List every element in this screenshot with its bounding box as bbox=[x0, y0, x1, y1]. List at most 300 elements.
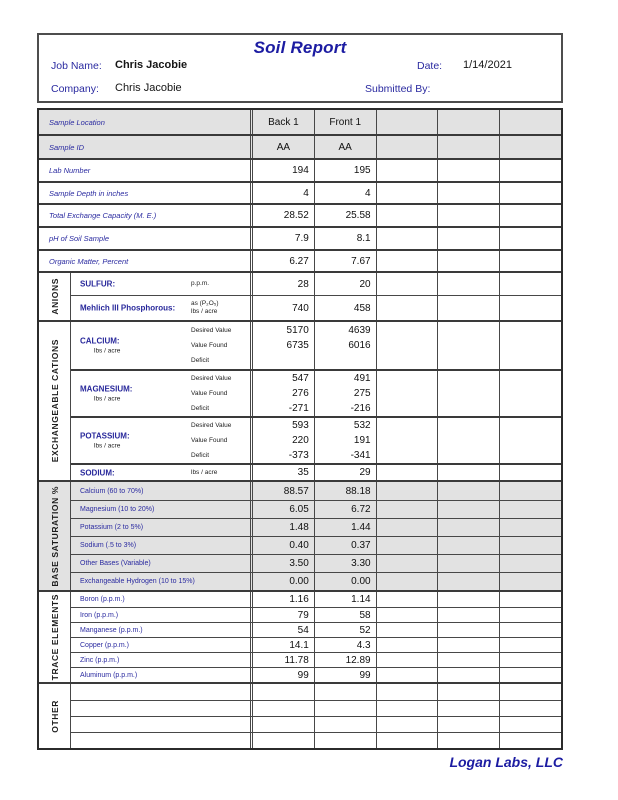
data-cell bbox=[376, 717, 438, 732]
table-row bbox=[71, 536, 561, 554]
label-cell bbox=[71, 296, 250, 320]
base-section bbox=[39, 480, 561, 590]
data-cell bbox=[437, 668, 499, 682]
anions-section bbox=[39, 271, 561, 320]
data-cell: 220 bbox=[292, 435, 309, 446]
data-cell bbox=[314, 684, 376, 700]
row-label: Potassium (2 to 5%) bbox=[80, 524, 144, 531]
data-cell bbox=[376, 482, 438, 500]
data-cell: 29 bbox=[314, 465, 376, 480]
data-cell bbox=[377, 323, 433, 338]
data-cell: 6.27 bbox=[250, 251, 314, 271]
data-cell bbox=[376, 653, 438, 667]
data-cell bbox=[499, 608, 561, 622]
data-cell: 740 bbox=[250, 296, 314, 320]
data-cell bbox=[437, 519, 499, 536]
data-cell: 0.37 bbox=[314, 537, 376, 554]
data-cell: 4 bbox=[314, 183, 376, 203]
data-cell bbox=[377, 371, 433, 386]
data-cell: 458 bbox=[314, 296, 376, 320]
data-cell bbox=[376, 623, 438, 637]
data-cell bbox=[437, 251, 499, 271]
data-cell bbox=[499, 623, 561, 637]
data-cell bbox=[377, 433, 433, 448]
anions-strip bbox=[39, 273, 71, 320]
data-cell: 88.57 bbox=[250, 482, 314, 500]
data-cell bbox=[437, 733, 499, 748]
data-cell bbox=[437, 592, 499, 607]
data-cell: 0.00 bbox=[250, 573, 314, 590]
table-row bbox=[71, 732, 561, 748]
data-cell-stack bbox=[376, 322, 438, 369]
data-cell bbox=[499, 296, 561, 320]
cations-section bbox=[39, 320, 561, 480]
data-cell-stack bbox=[499, 322, 561, 369]
table-row bbox=[39, 203, 561, 226]
data-cell bbox=[500, 338, 556, 353]
data-cell bbox=[437, 183, 499, 203]
data-cell bbox=[376, 668, 438, 682]
section-label: ANIONS bbox=[49, 278, 60, 315]
data-cell bbox=[437, 296, 499, 320]
data-cell: 4639 bbox=[348, 325, 371, 336]
row-label: Other Bases (Variable) bbox=[80, 560, 151, 567]
data-cell: 88.18 bbox=[314, 482, 376, 500]
data-cell: 491 bbox=[353, 373, 371, 384]
table-row bbox=[71, 482, 561, 500]
row-label: Aluminum (p.p.m.) bbox=[80, 671, 138, 679]
row-label: Zinc (p.p.m.) bbox=[80, 656, 120, 664]
other-section bbox=[39, 682, 561, 748]
data-cell bbox=[499, 717, 561, 732]
data-cell-stack bbox=[250, 418, 314, 463]
base-strip bbox=[39, 482, 71, 590]
data-cell: 195 bbox=[314, 160, 376, 181]
data-cell bbox=[499, 228, 561, 249]
section-content bbox=[71, 322, 561, 480]
row-label bbox=[71, 701, 250, 716]
data-cell: 3.30 bbox=[314, 555, 376, 572]
data-cell bbox=[315, 353, 371, 368]
data-cell: 276 bbox=[292, 388, 309, 399]
table-row bbox=[71, 716, 561, 732]
data-cell bbox=[437, 573, 499, 590]
data-cell bbox=[376, 608, 438, 622]
data-cell bbox=[499, 205, 561, 226]
line-label: Deficit bbox=[191, 452, 210, 459]
unit-label: lbs / acre bbox=[94, 442, 121, 449]
data-cell: Front 1 bbox=[314, 110, 376, 134]
data-cell bbox=[376, 228, 438, 249]
data-cell bbox=[499, 733, 561, 748]
table-row bbox=[71, 500, 561, 518]
data-cell bbox=[376, 519, 438, 536]
line-labels bbox=[191, 371, 231, 416]
data-cell bbox=[376, 183, 438, 203]
data-cell bbox=[437, 638, 499, 652]
data-cell bbox=[437, 482, 499, 500]
row-label: Calcium (60 to 70%) bbox=[80, 487, 144, 495]
line-label: Desired Value bbox=[191, 327, 232, 334]
data-cell-stack bbox=[250, 322, 314, 369]
data-cell-stack bbox=[437, 371, 499, 416]
data-cell-stack bbox=[499, 371, 561, 416]
data-cell bbox=[253, 353, 309, 368]
data-cell: 6.72 bbox=[314, 501, 376, 518]
data-cell bbox=[314, 701, 376, 716]
report-header-box bbox=[37, 33, 563, 103]
table-row bbox=[71, 416, 561, 463]
data-cell bbox=[437, 273, 499, 295]
data-cell bbox=[377, 418, 433, 433]
label-cell bbox=[71, 273, 250, 295]
data-cell bbox=[499, 537, 561, 554]
data-cell: 8.1 bbox=[314, 228, 376, 249]
row-label: Manganese (p.p.m.) bbox=[80, 626, 143, 634]
table-row bbox=[71, 607, 561, 622]
row-label: Magnesium (10 to 20%) bbox=[80, 506, 155, 513]
row-label: Sodium (.5 to 3%) bbox=[80, 542, 137, 549]
data-cell bbox=[376, 537, 438, 554]
data-cell bbox=[500, 401, 556, 416]
data-cell: 547 bbox=[292, 373, 309, 384]
unit-label: lbs / acre bbox=[94, 347, 121, 354]
table-row bbox=[71, 684, 561, 700]
data-cell bbox=[500, 433, 556, 448]
element-name-block bbox=[80, 304, 175, 313]
line-label: Deficit bbox=[191, 405, 210, 412]
unit-label: lbs / acre bbox=[191, 468, 218, 476]
data-cell: 28.52 bbox=[250, 205, 314, 226]
unit-block bbox=[191, 469, 217, 477]
table-row bbox=[71, 622, 561, 637]
data-cell: 28 bbox=[250, 273, 314, 295]
row-label: Sample ID bbox=[49, 142, 85, 152]
data-cell bbox=[438, 418, 494, 433]
section-label: TRACE ELEMENTS bbox=[49, 593, 60, 681]
data-cell bbox=[438, 386, 494, 401]
row-label bbox=[71, 717, 250, 732]
label-cell bbox=[71, 371, 250, 416]
data-cell bbox=[437, 684, 499, 700]
table-row bbox=[71, 273, 561, 295]
data-cell bbox=[499, 555, 561, 572]
data-cell bbox=[377, 353, 433, 368]
data-cell: AA bbox=[250, 136, 314, 158]
data-cell bbox=[376, 733, 438, 748]
report-title: Soil Report bbox=[253, 38, 347, 57]
job-name-label: Job Name: bbox=[51, 60, 102, 72]
data-cell bbox=[499, 519, 561, 536]
row-label bbox=[71, 684, 250, 700]
data-cell: 20 bbox=[314, 273, 376, 295]
data-cell bbox=[499, 136, 561, 158]
data-cell bbox=[376, 573, 438, 590]
data-cell: -341 bbox=[350, 450, 371, 461]
company-value: Chris Jacobie bbox=[115, 82, 182, 94]
data-cell bbox=[437, 608, 499, 622]
row-label: Boron (p.p.m.) bbox=[80, 596, 125, 603]
data-cell: 79 bbox=[250, 608, 314, 622]
section-label: BASE SATURATION % bbox=[49, 485, 60, 587]
data-cell-stack bbox=[314, 322, 376, 369]
element-name: Mehlich III Phosphorous: bbox=[80, 303, 176, 313]
data-cell bbox=[500, 353, 556, 368]
data-cell: 3.50 bbox=[250, 555, 314, 572]
line-label: Desired Value bbox=[191, 375, 232, 382]
row-label: Total Exchange Capacity (M. E.) bbox=[49, 211, 157, 220]
table-row bbox=[71, 322, 561, 369]
line-label: Deficit bbox=[191, 357, 210, 364]
data-cell bbox=[499, 501, 561, 518]
data-cell bbox=[499, 573, 561, 590]
data-cell bbox=[376, 110, 438, 134]
trace-section bbox=[39, 590, 561, 682]
data-cell bbox=[250, 733, 314, 748]
data-cell: 5170 bbox=[286, 325, 309, 336]
data-cell bbox=[499, 251, 561, 271]
table-row bbox=[71, 554, 561, 572]
data-cell bbox=[376, 296, 438, 320]
data-cell-stack bbox=[314, 371, 376, 416]
data-cell: 54 bbox=[250, 623, 314, 637]
data-cell: 52 bbox=[314, 623, 376, 637]
table-row bbox=[39, 110, 561, 134]
data-cell bbox=[314, 717, 376, 732]
data-cell bbox=[500, 386, 556, 401]
section-label: OTHER bbox=[49, 699, 60, 733]
unit-label: lbs / acre bbox=[191, 308, 218, 315]
table-row bbox=[71, 592, 561, 607]
data-cell-stack bbox=[376, 371, 438, 416]
line-label: Value Found bbox=[191, 342, 228, 349]
data-cell bbox=[437, 501, 499, 518]
unit-label: as (P₂O₅) bbox=[191, 300, 219, 307]
data-cell bbox=[438, 433, 494, 448]
data-cell bbox=[376, 465, 438, 480]
data-cell bbox=[437, 160, 499, 181]
data-cell bbox=[376, 638, 438, 652]
data-cell bbox=[377, 386, 433, 401]
table-row bbox=[71, 572, 561, 590]
data-cell bbox=[500, 448, 556, 463]
data-cell: 7.9 bbox=[250, 228, 314, 249]
data-cell-stack bbox=[250, 371, 314, 416]
data-cell bbox=[499, 701, 561, 716]
data-cell bbox=[499, 482, 561, 500]
data-cell bbox=[438, 371, 494, 386]
data-cell bbox=[437, 555, 499, 572]
data-cell: 532 bbox=[353, 420, 371, 431]
row-label: Organic Matter, Percent bbox=[49, 256, 129, 266]
company-label: Company: bbox=[51, 83, 99, 95]
data-cell bbox=[499, 668, 561, 682]
data-cell-stack bbox=[437, 322, 499, 369]
data-cell bbox=[250, 701, 314, 716]
data-cell bbox=[376, 160, 438, 181]
data-cell bbox=[499, 273, 561, 295]
data-cell bbox=[438, 448, 494, 463]
row-label: Lab Number bbox=[49, 166, 91, 175]
data-cell bbox=[377, 401, 433, 416]
data-cell bbox=[499, 592, 561, 607]
data-cell bbox=[437, 623, 499, 637]
data-cell bbox=[437, 717, 499, 732]
data-cell bbox=[437, 537, 499, 554]
table-row bbox=[39, 158, 561, 181]
element-name-block bbox=[80, 468, 115, 477]
unit-block bbox=[191, 300, 219, 316]
data-cell bbox=[377, 448, 433, 463]
data-cell: 12.89 bbox=[314, 653, 376, 667]
date-label: Date: bbox=[417, 60, 443, 72]
data-cell: 6016 bbox=[348, 340, 371, 351]
data-cell bbox=[438, 323, 494, 338]
data-cell bbox=[376, 136, 438, 158]
element-name-block bbox=[80, 384, 132, 403]
row-label: Copper (p.p.m.) bbox=[80, 641, 130, 649]
unit-label: p.p.m. bbox=[191, 280, 210, 287]
date-value: 1/14/2021 bbox=[463, 59, 512, 71]
row-label: Iron (p.p.m.) bbox=[80, 611, 119, 619]
data-cell bbox=[438, 338, 494, 353]
data-cell: 99 bbox=[314, 668, 376, 682]
data-cell bbox=[438, 353, 494, 368]
table-row bbox=[39, 134, 561, 158]
data-cell bbox=[376, 555, 438, 572]
table-row bbox=[71, 295, 561, 320]
data-cell bbox=[376, 205, 438, 226]
data-cell bbox=[250, 684, 314, 700]
data-cell bbox=[499, 465, 561, 480]
row-label: Exchangeable Hydrogen (10 to 15%) bbox=[80, 578, 195, 585]
data-cell: -271 bbox=[288, 403, 309, 414]
line-labels bbox=[191, 322, 231, 369]
section-content bbox=[71, 482, 561, 590]
data-cell bbox=[437, 701, 499, 716]
data-cell bbox=[438, 401, 494, 416]
element-name: CALCIUM: bbox=[80, 336, 120, 345]
data-cell: 194 bbox=[250, 160, 314, 181]
element-name-block bbox=[80, 280, 115, 289]
line-labels bbox=[191, 418, 231, 463]
data-cell bbox=[376, 501, 438, 518]
table-row bbox=[71, 518, 561, 536]
data-cell bbox=[376, 701, 438, 716]
line-label: Desired Value bbox=[191, 422, 232, 429]
table-row bbox=[71, 637, 561, 652]
table-row bbox=[71, 667, 561, 682]
data-cell: 7.67 bbox=[314, 251, 376, 271]
section-content bbox=[71, 592, 561, 682]
data-cell bbox=[437, 205, 499, 226]
data-cell bbox=[499, 653, 561, 667]
data-cell: -373 bbox=[288, 450, 309, 461]
data-cell: 1.14 bbox=[314, 592, 376, 607]
data-cell: 25.58 bbox=[314, 205, 376, 226]
job-name-value: Chris Jacobie bbox=[115, 59, 188, 71]
line-label: Value Found bbox=[191, 390, 228, 397]
table-row bbox=[71, 700, 561, 716]
section-label: EXCHANGEABLE CATIONS bbox=[49, 339, 60, 463]
report-table bbox=[37, 108, 563, 750]
data-cell bbox=[437, 228, 499, 249]
data-cell bbox=[376, 684, 438, 700]
table-row bbox=[39, 249, 561, 271]
section-content bbox=[71, 684, 561, 748]
data-cell: 14.1 bbox=[250, 638, 314, 652]
data-cell-stack bbox=[314, 418, 376, 463]
data-cell bbox=[437, 465, 499, 480]
data-cell: 1.44 bbox=[314, 519, 376, 536]
label-cell bbox=[71, 418, 250, 463]
unit-label: lbs / acre bbox=[94, 395, 121, 402]
element-name: POTASSIUM: bbox=[80, 431, 130, 440]
data-cell bbox=[500, 371, 556, 386]
data-cell-stack bbox=[437, 418, 499, 463]
submitted-by-label: Submitted By: bbox=[365, 83, 431, 95]
unit-block bbox=[191, 280, 209, 288]
data-cell bbox=[376, 251, 438, 271]
data-cell bbox=[437, 653, 499, 667]
data-cell bbox=[314, 733, 376, 748]
element-name: SODIUM: bbox=[80, 468, 115, 477]
data-cell bbox=[377, 338, 433, 353]
data-cell: -216 bbox=[350, 403, 371, 414]
data-cell: 4.3 bbox=[314, 638, 376, 652]
data-cell: 275 bbox=[353, 388, 371, 399]
data-cell: 191 bbox=[353, 435, 371, 446]
data-cell-stack bbox=[499, 418, 561, 463]
table-row bbox=[71, 463, 561, 480]
data-cell: 6.05 bbox=[250, 501, 314, 518]
table-row bbox=[39, 226, 561, 249]
data-cell bbox=[499, 160, 561, 181]
element-name: MAGNESIUM: bbox=[80, 384, 133, 393]
data-cell bbox=[500, 323, 556, 338]
data-cell bbox=[499, 638, 561, 652]
data-cell bbox=[250, 717, 314, 732]
row-label bbox=[71, 733, 250, 748]
table-row bbox=[71, 369, 561, 416]
data-cell bbox=[437, 110, 499, 134]
data-cell: Back 1 bbox=[250, 110, 314, 134]
label-cell bbox=[71, 322, 250, 369]
data-cell: 1.16 bbox=[250, 592, 314, 607]
data-cell: 0.00 bbox=[314, 573, 376, 590]
row-label: Sample Location bbox=[49, 117, 105, 127]
data-cell-stack bbox=[376, 418, 438, 463]
data-cell bbox=[437, 136, 499, 158]
section-content bbox=[71, 273, 561, 320]
trace-strip bbox=[39, 592, 71, 682]
data-cell: 0.40 bbox=[250, 537, 314, 554]
label-cell bbox=[71, 465, 250, 480]
data-cell: 99 bbox=[250, 668, 314, 682]
data-cell: 6735 bbox=[286, 340, 309, 351]
data-cell: 58 bbox=[314, 608, 376, 622]
data-cell: 1.48 bbox=[250, 519, 314, 536]
data-cell bbox=[376, 592, 438, 607]
data-cell bbox=[500, 418, 556, 433]
element-name-block bbox=[80, 431, 130, 450]
data-cell bbox=[499, 183, 561, 203]
line-label: Value Found bbox=[191, 437, 228, 444]
element-name: SULFUR: bbox=[80, 279, 116, 289]
cations-strip bbox=[39, 322, 71, 480]
data-cell bbox=[376, 273, 438, 295]
row-label: Sample Depth in inches bbox=[49, 188, 129, 198]
